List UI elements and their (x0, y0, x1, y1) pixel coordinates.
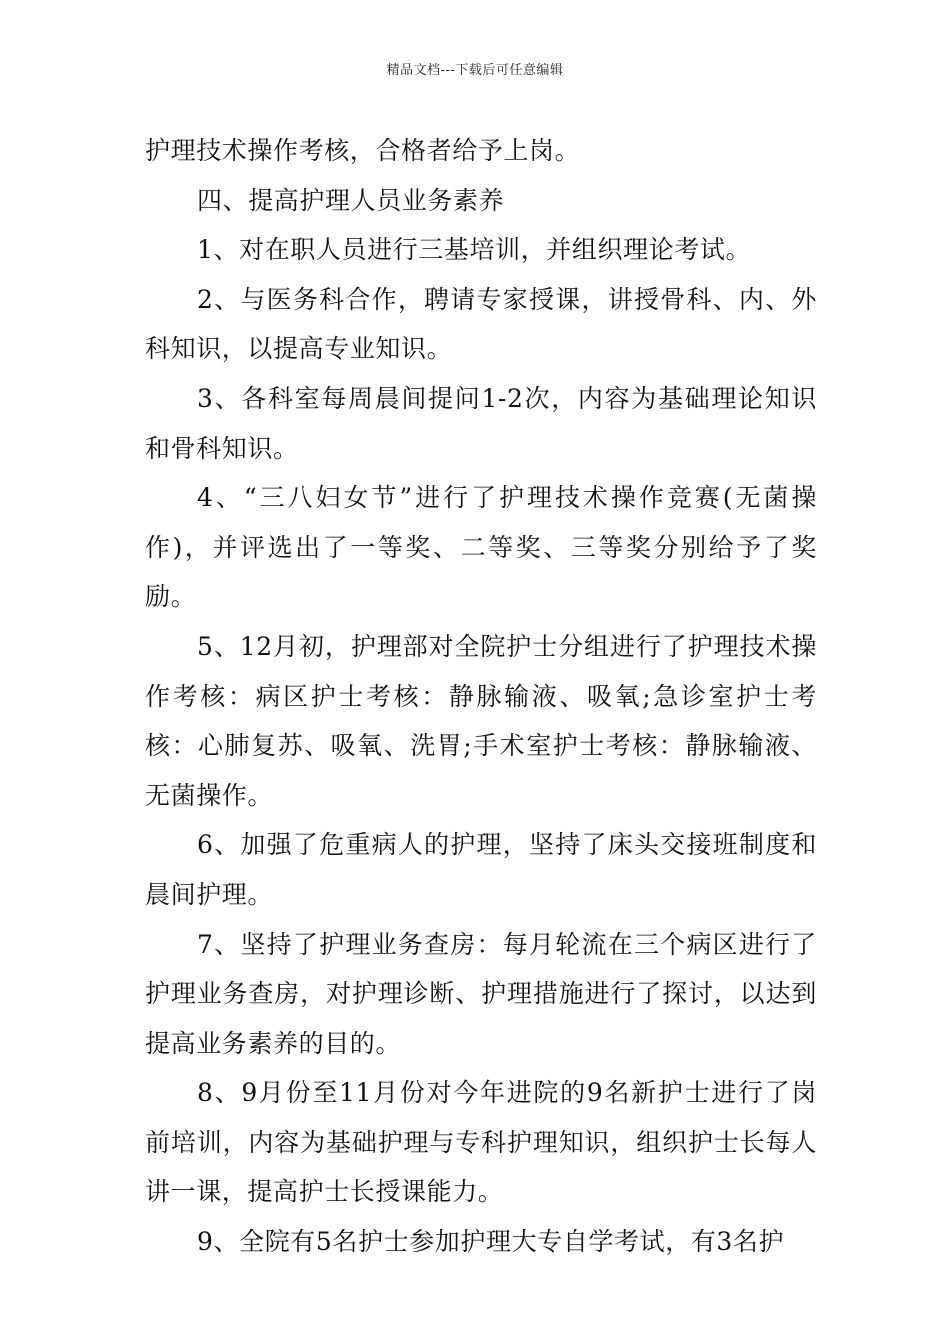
list-item: 9、全院有5名护士参加护理大专自学考试，有3名护 (197, 1227, 785, 1257)
list-item: 8、9月份至11月份对今年进院的9名新护士进行了岗前培训，内容为基础护理与专科护理知识，组织护士长每人讲一课，提高护士长授课能力。 (145, 1078, 817, 1207)
list-item: 1、对在职人员进行三基培训，并组织理论考试。 (197, 235, 752, 265)
page-header: 精品文档---下载后可任意编辑 (386, 63, 564, 78)
list-item: 4、“三八妇女节”进行了护理技术操作竞赛(无菌操作)，并评选出了一等奖、二等奖、三等奖分别给予了奖励。 (145, 483, 817, 612)
document-body (145, 126, 817, 1267)
paragraph-continuation: 护理技术操作考核，合格者给予上岗。 (145, 136, 581, 165)
list-item: 5、12月初，护理部对全院护士分组进行了护理技术操作考核：病区护士考核：静脉输液、吸氧;急诊室护士考核：心肺复苏、吸氧、洗胃;手术室护士考核：静脉输液、无菌操作。 (145, 631, 817, 810)
section-heading: 四、提高护理人员业务素养 (197, 185, 505, 215)
list-item: 6、加强了危重病人的护理，坚持了床头交接班制度和晨间护理。 (145, 830, 817, 909)
list-item: 3、各科室每周晨间提问1-2次，内容为基础理论知识和骨科知识。 (145, 383, 817, 463)
list-item: 2、与医务科合作，聘请专家授课，讲授骨科、内、外科知识，以提高专业知识。 (145, 284, 817, 364)
list-item: 7、坚持了护理业务查房：每月轮流在三个病区进行了护理业务查房，对护理诊断、护理措施进行了探讨，以达到提高业务素养的目的。 (145, 929, 817, 1058)
